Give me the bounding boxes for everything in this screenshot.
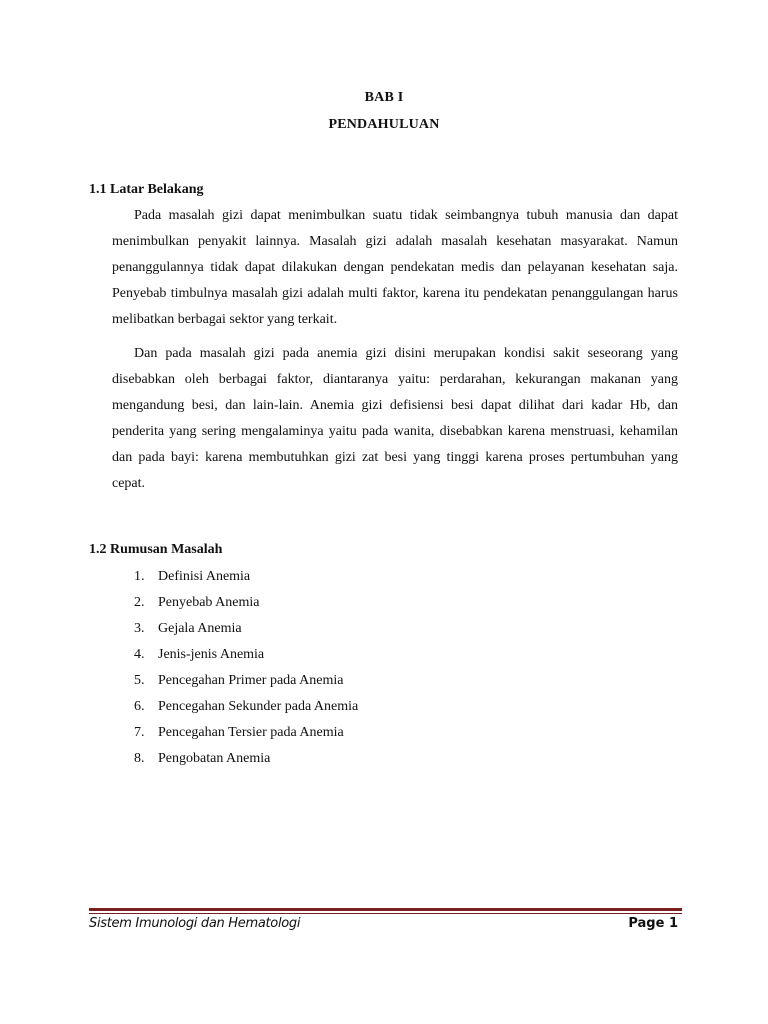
list-item-text: Definisi Anemia [158, 569, 251, 584]
list-item-number: 7. [134, 725, 145, 740]
list-item-text: Jenis-jenis Anemia [158, 647, 265, 662]
list-item [134, 668, 358, 694]
footer-title: Sistem Imunologi dan Hematologi [89, 916, 301, 931]
list-item-text: Pencegahan Tersier pada Anemia [158, 725, 344, 740]
list-item-number: 2. [134, 595, 145, 610]
list-item [134, 590, 358, 616]
list-item-text: Pengobatan Anemia [158, 751, 271, 766]
list-item [134, 694, 358, 720]
section-heading-rumusan-masalah: 1.2 Rumusan Masalah [89, 542, 223, 557]
list-item-text: Penyebab Anemia [158, 595, 260, 610]
list-item [134, 720, 358, 746]
list-item-number: 5. [134, 673, 145, 688]
problem-list [134, 564, 358, 772]
chapter-number: BAB I [364, 90, 404, 105]
paragraph-2: Dan pada masalah gizi pada anemia gizi disini merupakan kondisi sakit seseorang yang disebabkan oleh berbagai faktor, diantaranya yaitu: perdarahan, kekurangan makanan yang mengandung besi, dan lain-lain. Anemia gizi defisiensi besi dapat dilihat dari kadar Hb, dan penderita yang sering mengalaminya yaitu pada wanita, disebabkan karena menstruasi, kehamilan dan pada bayi: karena membutuhkan gizi zat besi yang tinggi karena proses pertumbuhan yang cepat. [112, 346, 678, 491]
list-item-number: 6. [134, 699, 145, 714]
footer-divider-thick [89, 908, 682, 911]
list-item-text: Pencegahan Sekunder pada Anemia [158, 699, 359, 714]
paragraph-1: Pada masalah gizi dapat menimbulkan suatu tidak seimbangnya tubuh manusia dan dapat menimbulkan penyakit lainnya. Masalah gizi adalah masalah kesehatan masyarakat. Namun penanggulannya tidak dapat dilakukan dengan pendekatan medis dan pelayanan kesehatan saja. Penyebab timbulnya masalah gizi adalah multi faktor, karena itu pendekatan penanggulangan harus melibatkan berbagai sektor yang terkait. [112, 208, 678, 327]
page-number: Page 1 [628, 916, 678, 931]
list-item-text: Pencegahan Primer pada Anemia [158, 673, 344, 688]
list-item-text: Gejala Anemia [158, 621, 242, 636]
list-item [134, 746, 358, 772]
list-item [134, 642, 358, 668]
list-item-number: 1. [134, 569, 145, 584]
list-item [134, 616, 358, 642]
section-heading-latar-belakang: 1.1 Latar Belakang [89, 182, 204, 197]
chapter-title: PENDAHULUAN [328, 117, 440, 132]
list-item-number: 8. [134, 751, 145, 766]
list-item-number: 3. [134, 621, 145, 636]
footer-divider-thin [89, 913, 682, 914]
list-item [134, 564, 358, 590]
list-item-number: 4. [134, 647, 145, 662]
